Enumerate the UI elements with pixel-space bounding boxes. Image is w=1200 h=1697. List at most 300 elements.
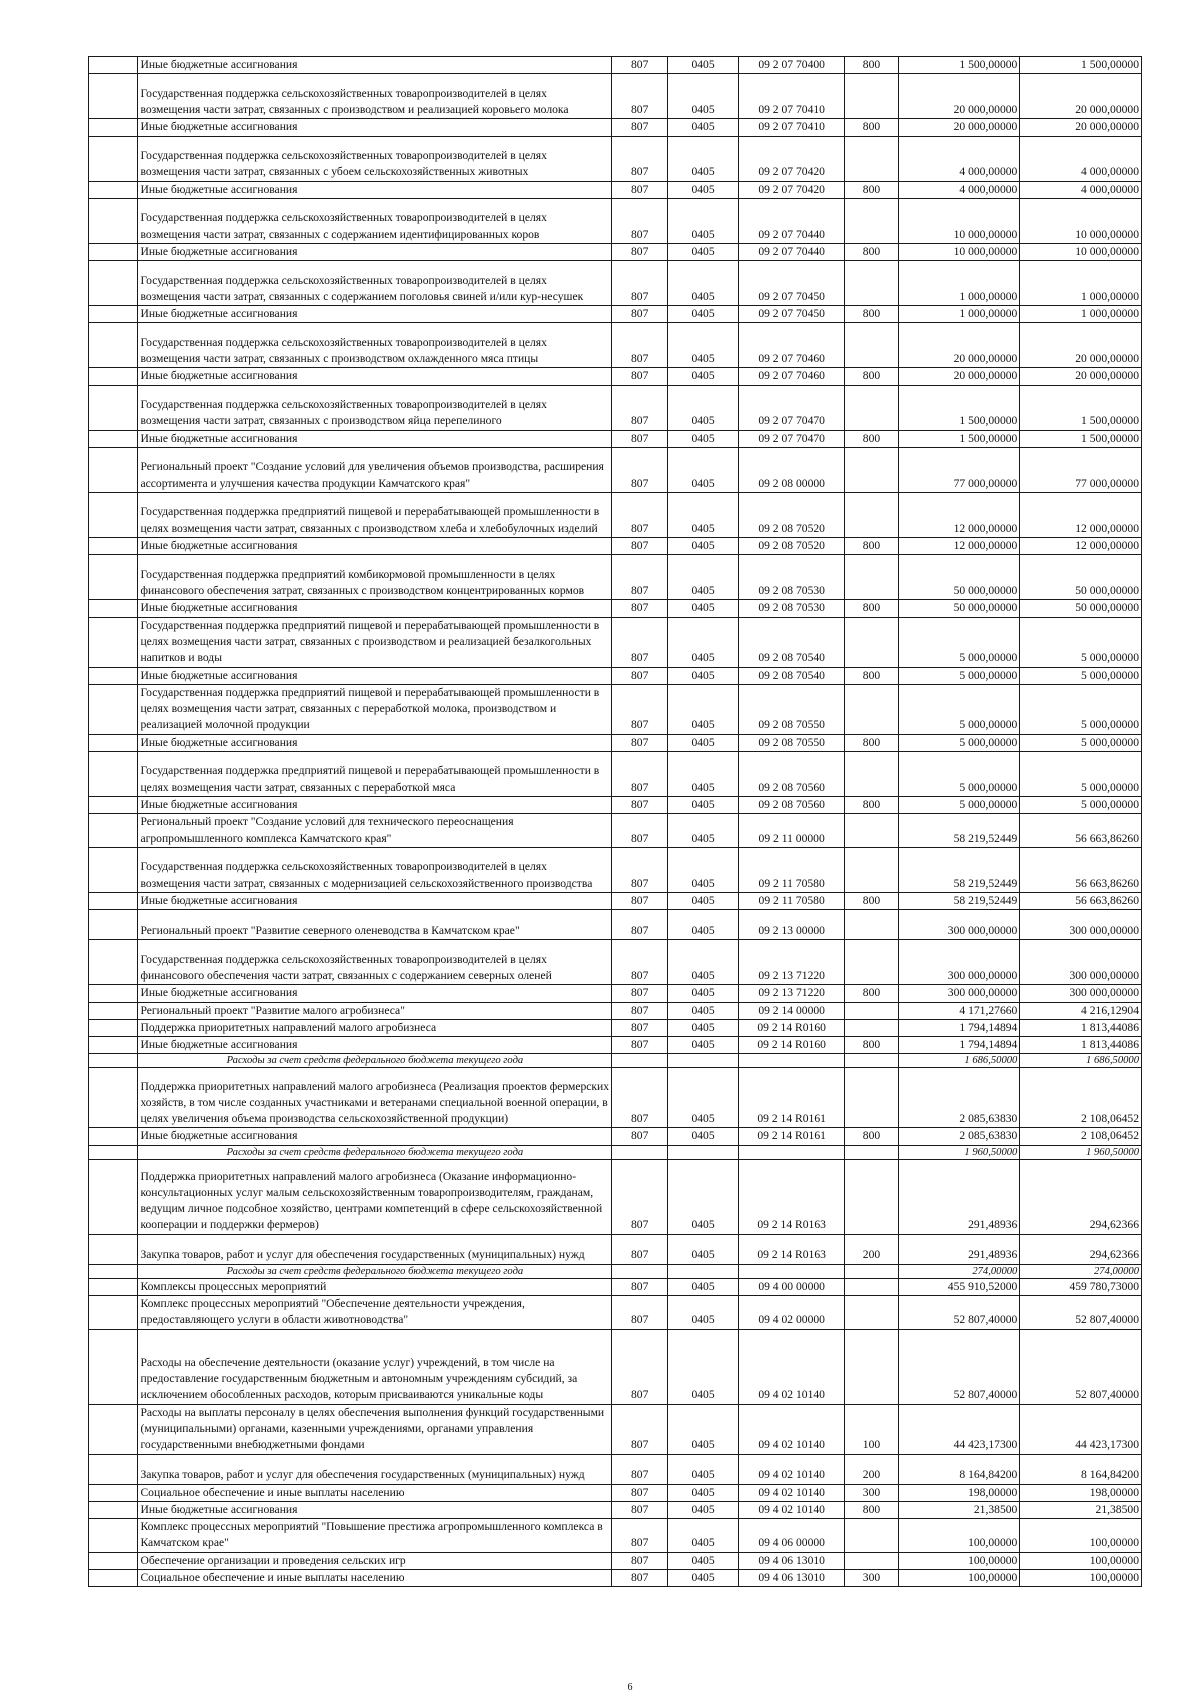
- table-row: [89, 1404, 1142, 1454]
- table-row: [89, 1234, 1142, 1264]
- blank-cell: [89, 1278, 138, 1295]
- name-cell: Социальное обеспечение и иные выплаты населению: [138, 1484, 612, 1501]
- blank-cell: [89, 1569, 138, 1586]
- name-cell: Иные бюджетные ассигнования: [138, 1128, 612, 1145]
- section-code-cell: 0405: [668, 1159, 739, 1234]
- table-row: [89, 814, 1142, 848]
- expense-type-cell: [845, 1264, 899, 1278]
- blank-cell: [89, 910, 138, 940]
- table-row: [89, 1454, 1142, 1484]
- target-article-cell: 09 4 06 00000: [739, 1519, 845, 1553]
- section-code-cell: 0405: [668, 119, 739, 136]
- table-row: [89, 1296, 1142, 1330]
- name-cell: Государственная поддержка сельскохозяйственных товаропроизводителей в целях возмещения части затрат, связанных с убоем сельскохозяйственных животных: [138, 136, 612, 181]
- section-code-cell: 0405: [668, 1501, 739, 1518]
- blank-cell: [89, 368, 138, 385]
- expense-type-cell: [845, 684, 899, 734]
- blank-cell: [89, 555, 138, 600]
- section-code-cell: 0405: [668, 940, 739, 985]
- amount-year2-cell: 56 663,86260: [1020, 847, 1142, 892]
- table-row: [89, 797, 1142, 814]
- amount-year2-cell: 1 500,00000: [1020, 430, 1142, 447]
- blank-cell: [89, 261, 138, 306]
- ved-code-cell: 807: [612, 1234, 668, 1264]
- amount-year2-cell: 50 000,00000: [1020, 600, 1142, 617]
- amount-year1-cell: 10 000,00000: [898, 198, 1020, 243]
- name-cell: Закупка товаров, работ и услуг для обеспечения государственных (муниципальных) нужд: [138, 1234, 612, 1264]
- ved-code-cell: 807: [612, 1159, 668, 1234]
- blank-cell: [89, 684, 138, 734]
- blank-cell: [89, 1454, 138, 1484]
- blank-cell: [89, 306, 138, 323]
- name-cell: Иные бюджетные ассигнования: [138, 1501, 612, 1518]
- blank-cell: [89, 198, 138, 243]
- name-cell: Иные бюджетные ассигнования: [138, 985, 612, 1002]
- target-article-cell: [739, 1264, 845, 1278]
- expense-type-cell: 100: [845, 1404, 899, 1454]
- expense-type-cell: [845, 1145, 899, 1159]
- ved-code-cell: 807: [612, 323, 668, 368]
- expense-type-cell: [845, 323, 899, 368]
- name-cell: Региональный проект "Создание условий для технического переоснащения агропромышленного комплекса Камчатского края": [138, 814, 612, 848]
- federal-budget-row: [89, 1145, 1142, 1159]
- ved-code-cell: 807: [612, 600, 668, 617]
- section-code-cell: 0405: [668, 538, 739, 555]
- name-cell: Социальное обеспечение и иные выплаты населению: [138, 1569, 612, 1586]
- amount-year1-cell: 1 686,50000: [898, 1054, 1020, 1068]
- amount-year2-cell: 1 813,44086: [1020, 1019, 1142, 1036]
- amount-year2-cell: 1 500,00000: [1020, 385, 1142, 430]
- section-code-cell: 0405: [668, 910, 739, 940]
- amount-year1-cell: 455 910,52000: [898, 1278, 1020, 1295]
- amount-year1-cell: 58 219,52449: [898, 892, 1020, 909]
- name-cell: Расходы за счет средств федерального бюджета текущего года: [138, 1264, 612, 1278]
- name-cell: Региональный проект "Создание условий для увеличения объемов производства, расширения ассортимента и улучшения качества продукции Камчатского края": [138, 448, 612, 493]
- amount-year1-cell: 58 219,52449: [898, 847, 1020, 892]
- amount-year2-cell: 20 000,00000: [1020, 119, 1142, 136]
- ved-code-cell: 807: [612, 940, 668, 985]
- amount-year1-cell: 100,00000: [898, 1552, 1020, 1569]
- expense-type-cell: [845, 1552, 899, 1569]
- amount-year1-cell: 12 000,00000: [898, 538, 1020, 555]
- expense-type-cell: 800: [845, 368, 899, 385]
- section-code-cell: 0405: [668, 430, 739, 447]
- expense-type-cell: [845, 1329, 899, 1404]
- amount-year1-cell: 52 807,40000: [898, 1296, 1020, 1330]
- section-code-cell: 0405: [668, 892, 739, 909]
- blank-cell: [89, 74, 138, 119]
- blank-cell: [89, 1552, 138, 1569]
- section-code-cell: 0405: [668, 261, 739, 306]
- amount-year2-cell: 21,38500: [1020, 1501, 1142, 1518]
- amount-year1-cell: 198,00000: [898, 1484, 1020, 1501]
- ved-code-cell: 807: [612, 814, 668, 848]
- amount-year2-cell: 294,62366: [1020, 1159, 1142, 1234]
- amount-year1-cell: 4 000,00000: [898, 181, 1020, 198]
- section-code-cell: 0405: [668, 1484, 739, 1501]
- expense-type-cell: [845, 617, 899, 667]
- amount-year1-cell: 20 000,00000: [898, 368, 1020, 385]
- section-code-cell: 0405: [668, 600, 739, 617]
- name-cell: Иные бюджетные ассигнования: [138, 57, 612, 74]
- expense-type-cell: 800: [845, 1037, 899, 1054]
- blank-cell: [89, 797, 138, 814]
- amount-year2-cell: 12 000,00000: [1020, 493, 1142, 538]
- expense-type-cell: 800: [845, 985, 899, 1002]
- table-row: [89, 1569, 1142, 1586]
- ved-code-cell: 807: [612, 368, 668, 385]
- name-cell: Иные бюджетные ассигнования: [138, 892, 612, 909]
- blank-cell: [89, 119, 138, 136]
- expense-type-cell: 200: [845, 1234, 899, 1264]
- amount-year1-cell: 1 500,00000: [898, 385, 1020, 430]
- name-cell: Комплекс процессных мероприятий "Обеспечение деятельности учреждения, предоставляющего услуги в области животноводства": [138, 1296, 612, 1330]
- section-code-cell: 0405: [668, 306, 739, 323]
- expense-type-cell: [845, 1019, 899, 1036]
- name-cell: Государственная поддержка сельскохозяйственных товаропроизводителей в целях возмещения части затрат, связанных с производством и реализацией коровьего молока: [138, 74, 612, 119]
- ved-code-cell: 807: [612, 684, 668, 734]
- ved-code-cell: 807: [612, 1296, 668, 1330]
- expense-type-cell: [845, 198, 899, 243]
- name-cell: Поддержка приоритетных направлений малого агробизнеса (Оказание информационно-консультационных услуг малым сельскохозяйственным товаропроизводителям, гражданам, ведущим личное подсобное хозяйство, центрами компетенций в сфере сельскохозяйственной кооперации и поддержки фермеров): [138, 1159, 612, 1234]
- name-cell: Расходы на выплаты персоналу в целях обеспечения выполнения функций государственными (муниципальными) органами, казенными учреждениями, органами управления государственными внебюджетными фондами: [138, 1404, 612, 1454]
- table-row: [89, 1037, 1142, 1054]
- blank-cell: [89, 1484, 138, 1501]
- target-article-cell: 09 2 08 70550: [739, 684, 845, 734]
- target-article-cell: 09 2 07 70440: [739, 198, 845, 243]
- section-code-cell: 0405: [668, 1329, 739, 1404]
- amount-year2-cell: 2 108,06452: [1020, 1068, 1142, 1128]
- ved-code-cell: 807: [612, 1128, 668, 1145]
- target-article-cell: 09 2 14 R0160: [739, 1037, 845, 1054]
- amount-year1-cell: 4 000,00000: [898, 136, 1020, 181]
- expense-type-cell: [845, 493, 899, 538]
- amount-year1-cell: 58 219,52449: [898, 814, 1020, 848]
- target-article-cell: 09 2 11 70580: [739, 847, 845, 892]
- target-article-cell: 09 2 14 R0160: [739, 1019, 845, 1036]
- expense-type-cell: 200: [845, 1454, 899, 1484]
- name-cell: Иные бюджетные ассигнования: [138, 368, 612, 385]
- table-row: [89, 385, 1142, 430]
- name-cell: Иные бюджетные ассигнования: [138, 600, 612, 617]
- section-code-cell: 0405: [668, 1068, 739, 1128]
- target-article-cell: 09 2 07 70450: [739, 306, 845, 323]
- table-row: [89, 198, 1142, 243]
- ved-code-cell: 807: [612, 306, 668, 323]
- blank-cell: [89, 243, 138, 260]
- amount-year2-cell: 4 216,12904: [1020, 1002, 1142, 1019]
- name-cell: Иные бюджетные ассигнования: [138, 797, 612, 814]
- ved-code-cell: 807: [612, 1484, 668, 1501]
- ved-code-cell: 807: [612, 985, 668, 1002]
- table-row: [89, 940, 1142, 985]
- amount-year1-cell: 8 164,84200: [898, 1454, 1020, 1484]
- amount-year1-cell: 1 000,00000: [898, 261, 1020, 306]
- amount-year1-cell: 50 000,00000: [898, 600, 1020, 617]
- amount-year2-cell: 77 000,00000: [1020, 448, 1142, 493]
- section-code-cell: 0405: [668, 243, 739, 260]
- amount-year2-cell: 198,00000: [1020, 1484, 1142, 1501]
- target-article-cell: 09 2 07 70410: [739, 74, 845, 119]
- table-row: [89, 538, 1142, 555]
- table-row: [89, 119, 1142, 136]
- expense-type-cell: [845, 136, 899, 181]
- blank-cell: [89, 667, 138, 684]
- name-cell: Расходы на обеспечение деятельности (оказание услуг) учреждений, в том числе на предоставление государственным бюджетным и автономным учреждениям субсидий, за исключением обособленных расходов, которым присваиваются уникальные коды: [138, 1329, 612, 1404]
- name-cell: Иные бюджетные ассигнования: [138, 734, 612, 751]
- section-code-cell: 0405: [668, 323, 739, 368]
- section-code-cell: 0405: [668, 797, 739, 814]
- ved-code-cell: 807: [612, 1501, 668, 1518]
- table-row: [89, 847, 1142, 892]
- ved-code-cell: 807: [612, 261, 668, 306]
- blank-cell: [89, 181, 138, 198]
- amount-year1-cell: 300 000,00000: [898, 940, 1020, 985]
- table-row: [89, 667, 1142, 684]
- name-cell: Иные бюджетные ассигнования: [138, 181, 612, 198]
- table-row: [89, 734, 1142, 751]
- target-article-cell: 09 2 07 70450: [739, 261, 845, 306]
- ved-code-cell: 807: [612, 1552, 668, 1569]
- blank-cell: [89, 600, 138, 617]
- table-row: [89, 261, 1142, 306]
- blank-cell: [89, 814, 138, 848]
- target-article-cell: 09 2 08 70540: [739, 667, 845, 684]
- amount-year2-cell: 5 000,00000: [1020, 684, 1142, 734]
- table-row: [89, 448, 1142, 493]
- amount-year2-cell: 5 000,00000: [1020, 667, 1142, 684]
- target-article-cell: 09 2 07 70470: [739, 430, 845, 447]
- amount-year1-cell: 52 807,40000: [898, 1329, 1020, 1404]
- target-article-cell: 09 4 02 10140: [739, 1484, 845, 1501]
- target-article-cell: 09 2 11 70580: [739, 892, 845, 909]
- name-cell: Поддержка приоритетных направлений малого агробизнеса (Реализация проектов фермерских хозяйств, в том числе созданных участниками и ветеранами специальной военной операции, в целях увеличения объема производства сельскохозяйственной продукции): [138, 1068, 612, 1128]
- section-code-cell: 0405: [668, 1002, 739, 1019]
- target-article-cell: 09 2 07 70460: [739, 368, 845, 385]
- ved-code-cell: 807: [612, 119, 668, 136]
- amount-year2-cell: 20 000,00000: [1020, 323, 1142, 368]
- expense-type-cell: 800: [845, 538, 899, 555]
- ved-code-cell: 807: [612, 198, 668, 243]
- ved-code-cell: 807: [612, 1569, 668, 1586]
- amount-year2-cell: 100,00000: [1020, 1569, 1142, 1586]
- amount-year1-cell: 1 500,00000: [898, 57, 1020, 74]
- blank-cell: [89, 1329, 138, 1404]
- name-cell: Государственная поддержка предприятий пищевой и перерабатывающей промышленности в целях возмещения части затрат, связанных с производством и реализацией безалкогольных напитков и воды: [138, 617, 612, 667]
- name-cell: Государственная поддержка сельскохозяйственных товаропроизводителей в целях возмещения части затрат, связанных с производством яйца перепелиного: [138, 385, 612, 430]
- expense-type-cell: 800: [845, 430, 899, 447]
- section-code-cell: [668, 1264, 739, 1278]
- section-code-cell: [668, 1145, 739, 1159]
- expense-type-cell: [845, 1002, 899, 1019]
- table-row: [89, 892, 1142, 909]
- federal-budget-row: [89, 1054, 1142, 1068]
- section-code-cell: 0405: [668, 1404, 739, 1454]
- section-code-cell: 0405: [668, 74, 739, 119]
- amount-year1-cell: 5 000,00000: [898, 734, 1020, 751]
- amount-year1-cell: 2 085,63830: [898, 1128, 1020, 1145]
- blank-cell: [89, 1404, 138, 1454]
- blank-cell: [89, 538, 138, 555]
- name-cell: Региональный проект "Развитие северного оленеводства в Камчатском крае": [138, 910, 612, 940]
- amount-year1-cell: 44 423,17300: [898, 1404, 1020, 1454]
- amount-year2-cell: 8 164,84200: [1020, 1454, 1142, 1484]
- target-article-cell: 09 2 07 70420: [739, 181, 845, 198]
- section-code-cell: 0405: [668, 1278, 739, 1295]
- section-code-cell: 0405: [668, 448, 739, 493]
- table-row: [89, 493, 1142, 538]
- ved-code-cell: 807: [612, 493, 668, 538]
- target-article-cell: 09 2 13 00000: [739, 910, 845, 940]
- amount-year2-cell: 10 000,00000: [1020, 198, 1142, 243]
- ved-code-cell: 807: [612, 74, 668, 119]
- federal-budget-row: [89, 1264, 1142, 1278]
- expense-type-cell: [845, 261, 899, 306]
- ved-code-cell: 807: [612, 1037, 668, 1054]
- blank-cell: [89, 385, 138, 430]
- amount-year1-cell: 300 000,00000: [898, 910, 1020, 940]
- ved-code-cell: 807: [612, 181, 668, 198]
- blank-cell: [89, 1234, 138, 1264]
- target-article-cell: 09 2 07 70470: [739, 385, 845, 430]
- ved-code-cell: 807: [612, 617, 668, 667]
- blank-cell: [89, 1519, 138, 1553]
- section-code-cell: 0405: [668, 181, 739, 198]
- table-body: [89, 57, 1142, 1587]
- ved-code-cell: 807: [612, 1068, 668, 1128]
- amount-year1-cell: 20 000,00000: [898, 119, 1020, 136]
- amount-year2-cell: 1 000,00000: [1020, 306, 1142, 323]
- blank-cell: [89, 1019, 138, 1036]
- ved-code-cell: 807: [612, 57, 668, 74]
- expense-type-cell: 800: [845, 57, 899, 74]
- target-article-cell: 09 2 13 71220: [739, 940, 845, 985]
- table-row: [89, 752, 1142, 797]
- target-article-cell: 09 2 08 70550: [739, 734, 845, 751]
- blank-cell: [89, 1054, 138, 1068]
- table-row: [89, 136, 1142, 181]
- target-article-cell: 09 2 11 00000: [739, 814, 845, 848]
- blank-cell: [89, 1037, 138, 1054]
- section-code-cell: 0405: [668, 985, 739, 1002]
- section-code-cell: 0405: [668, 1519, 739, 1553]
- ved-code-cell: [612, 1145, 668, 1159]
- name-cell: Государственная поддержка сельскохозяйственных товаропроизводителей в целях финансового обеспечения части затрат, связанных с содержанием северных оленей: [138, 940, 612, 985]
- amount-year2-cell: 1 813,44086: [1020, 1037, 1142, 1054]
- amount-year1-cell: 1 960,50000: [898, 1145, 1020, 1159]
- name-cell: Государственная поддержка предприятий пищевой и перерабатывающей промышленности в целях возмещения части затрат, связанных с производством хлеба и хлебобулочных изделий: [138, 493, 612, 538]
- section-code-cell: 0405: [668, 734, 739, 751]
- amount-year2-cell: 20 000,00000: [1020, 368, 1142, 385]
- target-article-cell: 09 2 07 70400: [739, 57, 845, 74]
- ved-code-cell: 807: [612, 1278, 668, 1295]
- target-article-cell: 09 4 02 10140: [739, 1501, 845, 1518]
- ved-code-cell: 807: [612, 734, 668, 751]
- name-cell: Комплекс процессных мероприятий "Повышение престижа агропромышленного комплекса в Камчатском крае": [138, 1519, 612, 1553]
- amount-year2-cell: 4 000,00000: [1020, 136, 1142, 181]
- ved-code-cell: 807: [612, 1329, 668, 1404]
- amount-year1-cell: 5 000,00000: [898, 752, 1020, 797]
- ved-code-cell: 807: [612, 1454, 668, 1484]
- target-article-cell: 09 2 07 70420: [739, 136, 845, 181]
- blank-cell: [89, 1068, 138, 1128]
- section-code-cell: 0405: [668, 752, 739, 797]
- amount-year1-cell: 291,48936: [898, 1234, 1020, 1264]
- target-article-cell: 09 2 08 70530: [739, 600, 845, 617]
- expense-type-cell: [845, 1068, 899, 1128]
- target-article-cell: 09 2 14 R0161: [739, 1068, 845, 1128]
- amount-year1-cell: 5 000,00000: [898, 797, 1020, 814]
- expense-type-cell: [845, 1159, 899, 1234]
- expense-type-cell: 800: [845, 797, 899, 814]
- amount-year2-cell: 300 000,00000: [1020, 940, 1142, 985]
- ved-code-cell: 807: [612, 667, 668, 684]
- table-row: [89, 1484, 1142, 1501]
- target-article-cell: 09 2 13 71220: [739, 985, 845, 1002]
- name-cell: Государственная поддержка сельскохозяйственных товаропроизводителей в целях возмещения части затрат, связанных с содержанием идентифицированных коров: [138, 198, 612, 243]
- target-article-cell: 09 2 08 00000: [739, 448, 845, 493]
- blank-cell: [89, 892, 138, 909]
- amount-year1-cell: 20 000,00000: [898, 74, 1020, 119]
- blank-cell: [89, 1128, 138, 1145]
- section-code-cell: 0405: [668, 1296, 739, 1330]
- amount-year2-cell: 459 780,73000: [1020, 1278, 1142, 1295]
- amount-year1-cell: 77 000,00000: [898, 448, 1020, 493]
- amount-year2-cell: 44 423,17300: [1020, 1404, 1142, 1454]
- target-article-cell: 09 2 08 70560: [739, 797, 845, 814]
- target-article-cell: 09 2 08 70520: [739, 493, 845, 538]
- section-code-cell: 0405: [668, 617, 739, 667]
- section-code-cell: 0405: [668, 1234, 739, 1264]
- expense-type-cell: 800: [845, 667, 899, 684]
- table-row: [89, 985, 1142, 1002]
- table-row: [89, 1159, 1142, 1234]
- amount-year2-cell: 294,62366: [1020, 1234, 1142, 1264]
- target-article-cell: 09 2 07 70460: [739, 323, 845, 368]
- amount-year2-cell: 300 000,00000: [1020, 910, 1142, 940]
- section-code-cell: 0405: [668, 555, 739, 600]
- ved-code-cell: [612, 1054, 668, 1068]
- expense-type-cell: 800: [845, 306, 899, 323]
- amount-year2-cell: 1 000,00000: [1020, 261, 1142, 306]
- table-row: [89, 1002, 1142, 1019]
- amount-year1-cell: 4 171,27660: [898, 1002, 1020, 1019]
- ved-code-cell: 807: [612, 555, 668, 600]
- name-cell: Обеспечение организации и проведения сельских игр: [138, 1552, 612, 1569]
- name-cell: Иные бюджетные ассигнования: [138, 430, 612, 447]
- target-article-cell: 09 2 08 70520: [739, 538, 845, 555]
- amount-year2-cell: 100,00000: [1020, 1519, 1142, 1553]
- amount-year1-cell: 10 000,00000: [898, 243, 1020, 260]
- expense-type-cell: [845, 448, 899, 493]
- expense-type-cell: [845, 814, 899, 848]
- amount-year2-cell: 56 663,86260: [1020, 892, 1142, 909]
- target-article-cell: 09 2 14 R0163: [739, 1159, 845, 1234]
- blank-cell: [89, 1264, 138, 1278]
- target-article-cell: [739, 1145, 845, 1159]
- amount-year2-cell: 1 500,00000: [1020, 57, 1142, 74]
- name-cell: Поддержка приоритетных направлений малого агробизнеса: [138, 1019, 612, 1036]
- target-article-cell: 09 2 14 R0161: [739, 1128, 845, 1145]
- name-cell: Государственная поддержка предприятий пищевой и перерабатывающей промышленности в целях возмещения части затрат, связанных с переработкой молока, производством и реализацией молочной продукции: [138, 684, 612, 734]
- blank-cell: [89, 940, 138, 985]
- expense-type-cell: [845, 555, 899, 600]
- amount-year2-cell: 4 000,00000: [1020, 181, 1142, 198]
- ved-code-cell: 807: [612, 1019, 668, 1036]
- amount-year1-cell: 1 794,14894: [898, 1037, 1020, 1054]
- amount-year1-cell: 5 000,00000: [898, 684, 1020, 734]
- name-cell: Расходы за счет средств федерального бюджета текущего года: [138, 1145, 612, 1159]
